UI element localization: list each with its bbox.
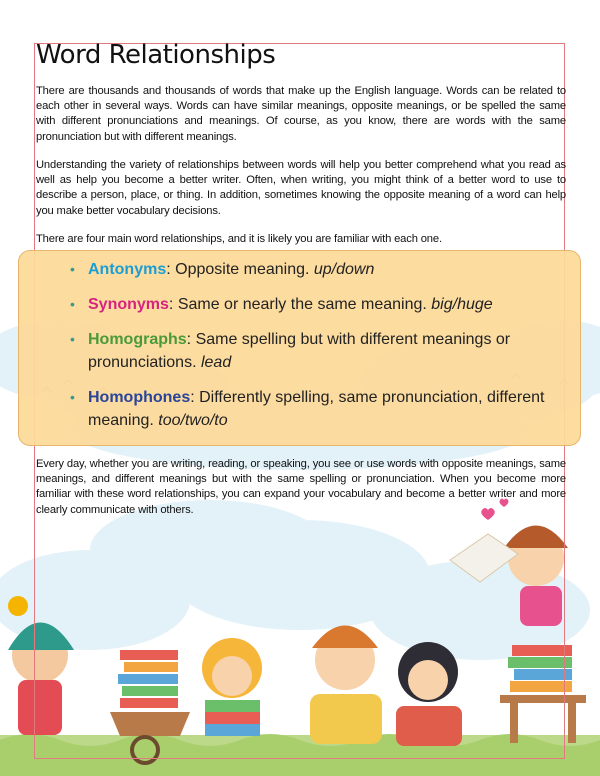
definition-homographs: : Same spelling but with different meanings or pronunciations. bbox=[88, 331, 511, 371]
page-title: Word Relationships bbox=[36, 40, 276, 70]
relationship-item-synonyms bbox=[64, 293, 554, 316]
relationship-item-homographs bbox=[64, 328, 554, 374]
example-homophones: too/two/to bbox=[158, 412, 228, 429]
relationship-item-homophones bbox=[64, 386, 554, 432]
example-antonyms: up/down bbox=[313, 261, 375, 278]
relationships-list bbox=[64, 258, 554, 444]
term-antonyms: Antonyms bbox=[88, 261, 167, 278]
bullet-icon: • bbox=[70, 331, 75, 347]
definition-homophones: : Differently spelling, same pronunciation, different meaning. bbox=[88, 389, 545, 429]
relationships-lead-paragraph: There are four main word relationships, and it is likely you are familiar with each one. bbox=[36, 233, 442, 245]
closing-paragraph: Every day, whether you are writing, reading, or speaking, you see or use words with opposite meanings, same meanings, and different meanings but with the same spelling or pronunciation. When you become more familiar with these word relationships, you can expand your vocabulary and become a better writer and more clearly communicate with others. bbox=[36, 458, 566, 516]
definition-antonyms: : Opposite meaning. bbox=[166, 261, 314, 278]
term-homographs: Homographs bbox=[88, 331, 187, 348]
example-homographs: lead bbox=[200, 354, 232, 371]
understanding-paragraph: Understanding the variety of relationships between words will help you better comprehend what you read as well as help you become a better writer. Often, when writing, you might think of a better word to use to describe a person, place, or thing. In addition, sometimes knowing the opposite meaning of a word can help you make better vocabulary decisions. bbox=[36, 159, 566, 217]
example-synonyms: big/huge bbox=[431, 296, 493, 313]
bullet-icon: • bbox=[70, 296, 75, 312]
relationship-item-antonyms bbox=[64, 258, 554, 281]
bullet-icon: • bbox=[70, 389, 75, 405]
intro-paragraph: There are thousands and thousands of words that make up the English language. Words can be related to each other in several ways. Words can have similar meanings, opposite meanings, or be spelled the same with different pronunciations and meanings. Of course, as you know, there are words with the same pronunciation but with different meanings. bbox=[36, 85, 566, 143]
term-homophones: Homophones bbox=[88, 389, 191, 406]
term-synonyms: Synonyms bbox=[88, 296, 169, 313]
bullet-icon: • bbox=[70, 261, 75, 277]
definition-synonyms: : Same or nearly the same meaning. bbox=[168, 296, 432, 313]
